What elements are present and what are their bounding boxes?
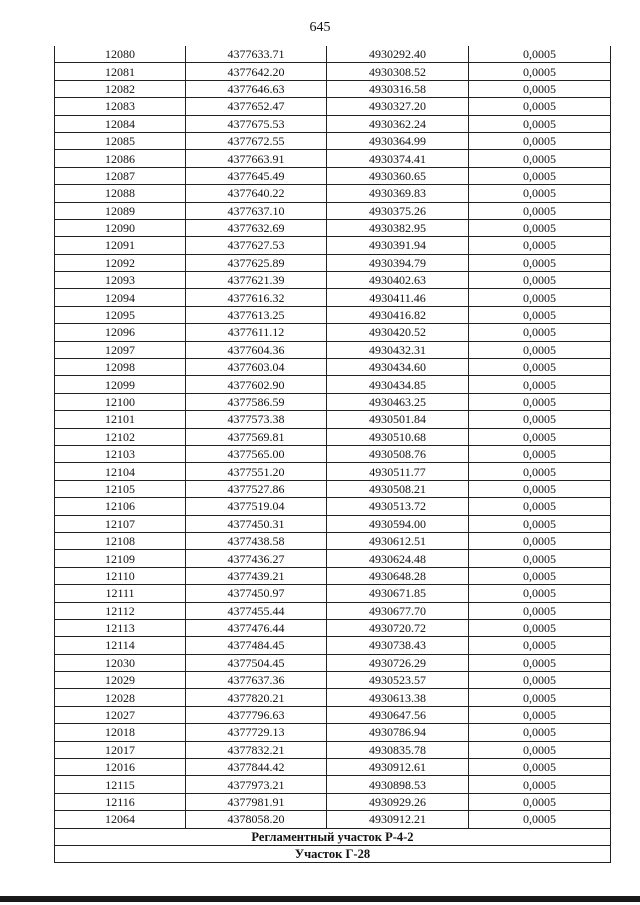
error-cell: 0,0005 xyxy=(469,46,611,63)
y-coordinate-cell: 4930327.20 xyxy=(327,98,469,115)
y-coordinate-cell: 4930929.26 xyxy=(327,793,469,810)
error-cell: 0,0005 xyxy=(469,637,611,654)
section-header-row xyxy=(55,828,611,845)
x-coordinate-cell: 4377981.91 xyxy=(186,793,327,810)
error-cell: 0,0005 xyxy=(469,185,611,202)
table-row xyxy=(55,359,611,376)
y-coordinate-cell: 4930308.52 xyxy=(327,63,469,80)
y-coordinate-cell: 4930402.63 xyxy=(327,272,469,289)
x-coordinate-cell: 4377439.21 xyxy=(186,567,327,584)
error-cell: 0,0005 xyxy=(469,672,611,689)
x-coordinate-cell: 4377672.55 xyxy=(186,132,327,149)
y-coordinate-cell: 4930523.57 xyxy=(327,672,469,689)
x-coordinate-cell: 4377663.91 xyxy=(186,150,327,167)
point-number-cell: 12107 xyxy=(55,515,186,532)
table-row xyxy=(55,637,611,654)
error-cell: 0,0005 xyxy=(469,515,611,532)
x-coordinate-cell: 4377796.63 xyxy=(186,706,327,723)
table-row xyxy=(55,46,611,63)
error-cell: 0,0005 xyxy=(469,359,611,376)
x-coordinate-cell: 4377450.97 xyxy=(186,585,327,602)
error-cell: 0,0005 xyxy=(469,219,611,236)
error-cell: 0,0005 xyxy=(469,272,611,289)
table-row xyxy=(55,132,611,149)
point-number-cell: 12096 xyxy=(55,324,186,341)
section-header: Регламентный участок Р-4-2 xyxy=(55,828,611,845)
error-cell: 0,0005 xyxy=(469,741,611,758)
table-row xyxy=(55,724,611,741)
table-row xyxy=(55,550,611,567)
table-row xyxy=(55,515,611,532)
table-row xyxy=(55,167,611,184)
y-coordinate-cell: 4930624.48 xyxy=(327,550,469,567)
x-coordinate-cell: 4377646.63 xyxy=(186,80,327,97)
x-coordinate-cell: 4377613.25 xyxy=(186,306,327,323)
y-coordinate-cell: 4930316.58 xyxy=(327,80,469,97)
error-cell: 0,0005 xyxy=(469,759,611,776)
x-coordinate-cell: 4377640.22 xyxy=(186,185,327,202)
table-row xyxy=(55,498,611,515)
point-number-cell: 12088 xyxy=(55,185,186,202)
table-row xyxy=(55,185,611,202)
y-coordinate-cell: 4930508.21 xyxy=(327,480,469,497)
point-number-cell: 12097 xyxy=(55,341,186,358)
error-cell: 0,0005 xyxy=(469,585,611,602)
table-row xyxy=(55,202,611,219)
point-number-cell: 12084 xyxy=(55,115,186,132)
y-coordinate-cell: 4930382.95 xyxy=(327,219,469,236)
error-cell: 0,0005 xyxy=(469,706,611,723)
x-coordinate-cell: 4377603.04 xyxy=(186,359,327,376)
point-number-cell: 12102 xyxy=(55,428,186,445)
x-coordinate-cell: 4377729.13 xyxy=(186,724,327,741)
x-coordinate-cell: 4377642.20 xyxy=(186,63,327,80)
point-number-cell: 12100 xyxy=(55,393,186,410)
x-coordinate-cell: 4377616.32 xyxy=(186,289,327,306)
table-row xyxy=(55,567,611,584)
table-row xyxy=(55,689,611,706)
x-coordinate-cell: 4377476.44 xyxy=(186,619,327,636)
error-cell: 0,0005 xyxy=(469,393,611,410)
coordinates-table xyxy=(54,46,611,863)
x-coordinate-cell: 4377652.47 xyxy=(186,98,327,115)
y-coordinate-cell: 4930594.00 xyxy=(327,515,469,532)
table-row xyxy=(55,237,611,254)
x-coordinate-cell: 4377573.38 xyxy=(186,411,327,428)
x-coordinate-cell: 4377519.04 xyxy=(186,498,327,515)
y-coordinate-cell: 4930677.70 xyxy=(327,602,469,619)
y-coordinate-cell: 4930510.68 xyxy=(327,428,469,445)
x-coordinate-cell: 4377633.71 xyxy=(186,46,327,63)
y-coordinate-cell: 4930648.28 xyxy=(327,567,469,584)
point-number-cell: 12098 xyxy=(55,359,186,376)
error-cell: 0,0005 xyxy=(469,80,611,97)
y-coordinate-cell: 4930364.99 xyxy=(327,132,469,149)
x-coordinate-cell: 4377438.58 xyxy=(186,532,327,549)
y-coordinate-cell: 4930513.72 xyxy=(327,498,469,515)
x-coordinate-cell: 4377973.21 xyxy=(186,776,327,793)
table-row xyxy=(55,272,611,289)
point-number-cell: 12064 xyxy=(55,811,186,828)
x-coordinate-cell: 4377844.42 xyxy=(186,759,327,776)
point-number-cell: 12087 xyxy=(55,167,186,184)
x-coordinate-cell: 4377627.53 xyxy=(186,237,327,254)
point-number-cell: 12089 xyxy=(55,202,186,219)
error-cell: 0,0005 xyxy=(469,776,611,793)
x-coordinate-cell: 4377436.27 xyxy=(186,550,327,567)
y-coordinate-cell: 4930720.72 xyxy=(327,619,469,636)
y-coordinate-cell: 4930786.94 xyxy=(327,724,469,741)
error-cell: 0,0005 xyxy=(469,689,611,706)
x-coordinate-cell: 4377504.45 xyxy=(186,654,327,671)
point-number-cell: 12090 xyxy=(55,219,186,236)
point-number-cell: 12028 xyxy=(55,689,186,706)
error-cell: 0,0005 xyxy=(469,115,611,132)
point-number-cell: 12017 xyxy=(55,741,186,758)
error-cell: 0,0005 xyxy=(469,602,611,619)
point-number-cell: 12083 xyxy=(55,98,186,115)
table-row xyxy=(55,376,611,393)
section-header: Участок Г-28 xyxy=(55,845,611,862)
y-coordinate-cell: 4930292.40 xyxy=(327,46,469,63)
x-coordinate-cell: 4377565.00 xyxy=(186,445,327,462)
x-coordinate-cell: 4377551.20 xyxy=(186,463,327,480)
point-number-cell: 12101 xyxy=(55,411,186,428)
table-row xyxy=(55,150,611,167)
x-coordinate-cell: 4377625.89 xyxy=(186,254,327,271)
error-cell: 0,0005 xyxy=(469,724,611,741)
point-number-cell: 12106 xyxy=(55,498,186,515)
error-cell: 0,0005 xyxy=(469,324,611,341)
y-coordinate-cell: 4930434.85 xyxy=(327,376,469,393)
y-coordinate-cell: 4930738.43 xyxy=(327,637,469,654)
point-number-cell: 12018 xyxy=(55,724,186,741)
table-row xyxy=(55,341,611,358)
y-coordinate-cell: 4930726.29 xyxy=(327,654,469,671)
error-cell: 0,0005 xyxy=(469,428,611,445)
y-coordinate-cell: 4930374.41 xyxy=(327,150,469,167)
point-number-cell: 12081 xyxy=(55,63,186,80)
error-cell: 0,0005 xyxy=(469,306,611,323)
table-row xyxy=(55,463,611,480)
point-number-cell: 12016 xyxy=(55,759,186,776)
x-coordinate-cell: 4377621.39 xyxy=(186,272,327,289)
x-coordinate-cell: 4377645.49 xyxy=(186,167,327,184)
x-coordinate-cell: 4377637.36 xyxy=(186,672,327,689)
y-coordinate-cell: 4930362.24 xyxy=(327,115,469,132)
table-row xyxy=(55,654,611,671)
y-coordinate-cell: 4930912.61 xyxy=(327,759,469,776)
error-cell: 0,0005 xyxy=(469,132,611,149)
y-coordinate-cell: 4930647.56 xyxy=(327,706,469,723)
point-number-cell: 12092 xyxy=(55,254,186,271)
table-row xyxy=(55,254,611,271)
error-cell: 0,0005 xyxy=(469,411,611,428)
y-coordinate-cell: 4930360.65 xyxy=(327,167,469,184)
x-coordinate-cell: 4377484.45 xyxy=(186,637,327,654)
table-row xyxy=(55,393,611,410)
point-number-cell: 12027 xyxy=(55,706,186,723)
table-row xyxy=(55,619,611,636)
y-coordinate-cell: 4930463.25 xyxy=(327,393,469,410)
y-coordinate-cell: 4930375.26 xyxy=(327,202,469,219)
x-coordinate-cell: 4377586.59 xyxy=(186,393,327,410)
y-coordinate-cell: 4930369.83 xyxy=(327,185,469,202)
x-coordinate-cell: 4377602.90 xyxy=(186,376,327,393)
y-coordinate-cell: 4930432.31 xyxy=(327,341,469,358)
error-cell: 0,0005 xyxy=(469,167,611,184)
error-cell: 0,0005 xyxy=(469,532,611,549)
y-coordinate-cell: 4930391.94 xyxy=(327,237,469,254)
y-coordinate-cell: 4930671.85 xyxy=(327,585,469,602)
error-cell: 0,0005 xyxy=(469,654,611,671)
point-number-cell: 12111 xyxy=(55,585,186,602)
point-number-cell: 12112 xyxy=(55,602,186,619)
error-cell: 0,0005 xyxy=(469,341,611,358)
point-number-cell: 12091 xyxy=(55,237,186,254)
x-coordinate-cell: 4377527.86 xyxy=(186,480,327,497)
x-coordinate-cell: 4377450.31 xyxy=(186,515,327,532)
point-number-cell: 12103 xyxy=(55,445,186,462)
table-row xyxy=(55,306,611,323)
table-row xyxy=(55,289,611,306)
table-row xyxy=(55,445,611,462)
table-row xyxy=(55,776,611,793)
y-coordinate-cell: 4930501.84 xyxy=(327,411,469,428)
table-row xyxy=(55,428,611,445)
point-number-cell: 12029 xyxy=(55,672,186,689)
table-row xyxy=(55,793,611,810)
table-row xyxy=(55,759,611,776)
point-number-cell: 12086 xyxy=(55,150,186,167)
y-coordinate-cell: 4930508.76 xyxy=(327,445,469,462)
error-cell: 0,0005 xyxy=(469,567,611,584)
x-coordinate-cell: 4377637.10 xyxy=(186,202,327,219)
x-coordinate-cell: 4377604.36 xyxy=(186,341,327,358)
x-coordinate-cell: 4377832.21 xyxy=(186,741,327,758)
y-coordinate-cell: 4930613.38 xyxy=(327,689,469,706)
table-row xyxy=(55,811,611,828)
table-row xyxy=(55,741,611,758)
error-cell: 0,0005 xyxy=(469,98,611,115)
table-row xyxy=(55,324,611,341)
point-number-cell: 12093 xyxy=(55,272,186,289)
error-cell: 0,0005 xyxy=(469,463,611,480)
x-coordinate-cell: 4377611.12 xyxy=(186,324,327,341)
y-coordinate-cell: 4930394.79 xyxy=(327,254,469,271)
error-cell: 0,0005 xyxy=(469,498,611,515)
point-number-cell: 12110 xyxy=(55,567,186,584)
point-number-cell: 12082 xyxy=(55,80,186,97)
error-cell: 0,0005 xyxy=(469,289,611,306)
y-coordinate-cell: 4930612.51 xyxy=(327,532,469,549)
y-coordinate-cell: 4930835.78 xyxy=(327,741,469,758)
section-header-row xyxy=(55,845,611,862)
point-number-cell: 12115 xyxy=(55,776,186,793)
error-cell: 0,0005 xyxy=(469,445,611,462)
point-number-cell: 12105 xyxy=(55,480,186,497)
coordinates-table-body xyxy=(55,46,611,863)
point-number-cell: 12108 xyxy=(55,532,186,549)
point-number-cell: 12113 xyxy=(55,619,186,636)
point-number-cell: 12099 xyxy=(55,376,186,393)
table-row xyxy=(55,585,611,602)
table-row xyxy=(55,706,611,723)
point-number-cell: 12109 xyxy=(55,550,186,567)
table-row xyxy=(55,115,611,132)
error-cell: 0,0005 xyxy=(469,550,611,567)
point-number-cell: 12104 xyxy=(55,463,186,480)
page-number: 645 xyxy=(309,20,331,35)
error-cell: 0,0005 xyxy=(469,619,611,636)
x-coordinate-cell: 4377569.81 xyxy=(186,428,327,445)
y-coordinate-cell: 4930411.46 xyxy=(327,289,469,306)
x-coordinate-cell: 4377820.21 xyxy=(186,689,327,706)
table-row xyxy=(55,480,611,497)
point-number-cell: 12094 xyxy=(55,289,186,306)
table-row xyxy=(55,672,611,689)
x-coordinate-cell: 4377675.53 xyxy=(186,115,327,132)
error-cell: 0,0005 xyxy=(469,254,611,271)
y-coordinate-cell: 4930511.77 xyxy=(327,463,469,480)
error-cell: 0,0005 xyxy=(469,811,611,828)
x-coordinate-cell: 4377632.69 xyxy=(186,219,327,236)
point-number-cell: 12030 xyxy=(55,654,186,671)
error-cell: 0,0005 xyxy=(469,63,611,80)
point-number-cell: 12114 xyxy=(55,637,186,654)
table-row xyxy=(55,219,611,236)
point-number-cell: 12085 xyxy=(55,132,186,149)
error-cell: 0,0005 xyxy=(469,793,611,810)
y-coordinate-cell: 4930912.21 xyxy=(327,811,469,828)
x-coordinate-cell: 4378058.20 xyxy=(186,811,327,828)
y-coordinate-cell: 4930420.52 xyxy=(327,324,469,341)
y-coordinate-cell: 4930416.82 xyxy=(327,306,469,323)
scan-edge-bar xyxy=(0,896,640,902)
x-coordinate-cell: 4377455.44 xyxy=(186,602,327,619)
error-cell: 0,0005 xyxy=(469,480,611,497)
y-coordinate-cell: 4930898.53 xyxy=(327,776,469,793)
error-cell: 0,0005 xyxy=(469,237,611,254)
table-row xyxy=(55,63,611,80)
table-row xyxy=(55,411,611,428)
point-number-cell: 12080 xyxy=(55,46,186,63)
y-coordinate-cell: 4930434.60 xyxy=(327,359,469,376)
error-cell: 0,0005 xyxy=(469,150,611,167)
table-row xyxy=(55,98,611,115)
table-row xyxy=(55,532,611,549)
error-cell: 0,0005 xyxy=(469,202,611,219)
point-number-cell: 12095 xyxy=(55,306,186,323)
error-cell: 0,0005 xyxy=(469,376,611,393)
table-row xyxy=(55,80,611,97)
point-number-cell: 12116 xyxy=(55,793,186,810)
table-row xyxy=(55,602,611,619)
